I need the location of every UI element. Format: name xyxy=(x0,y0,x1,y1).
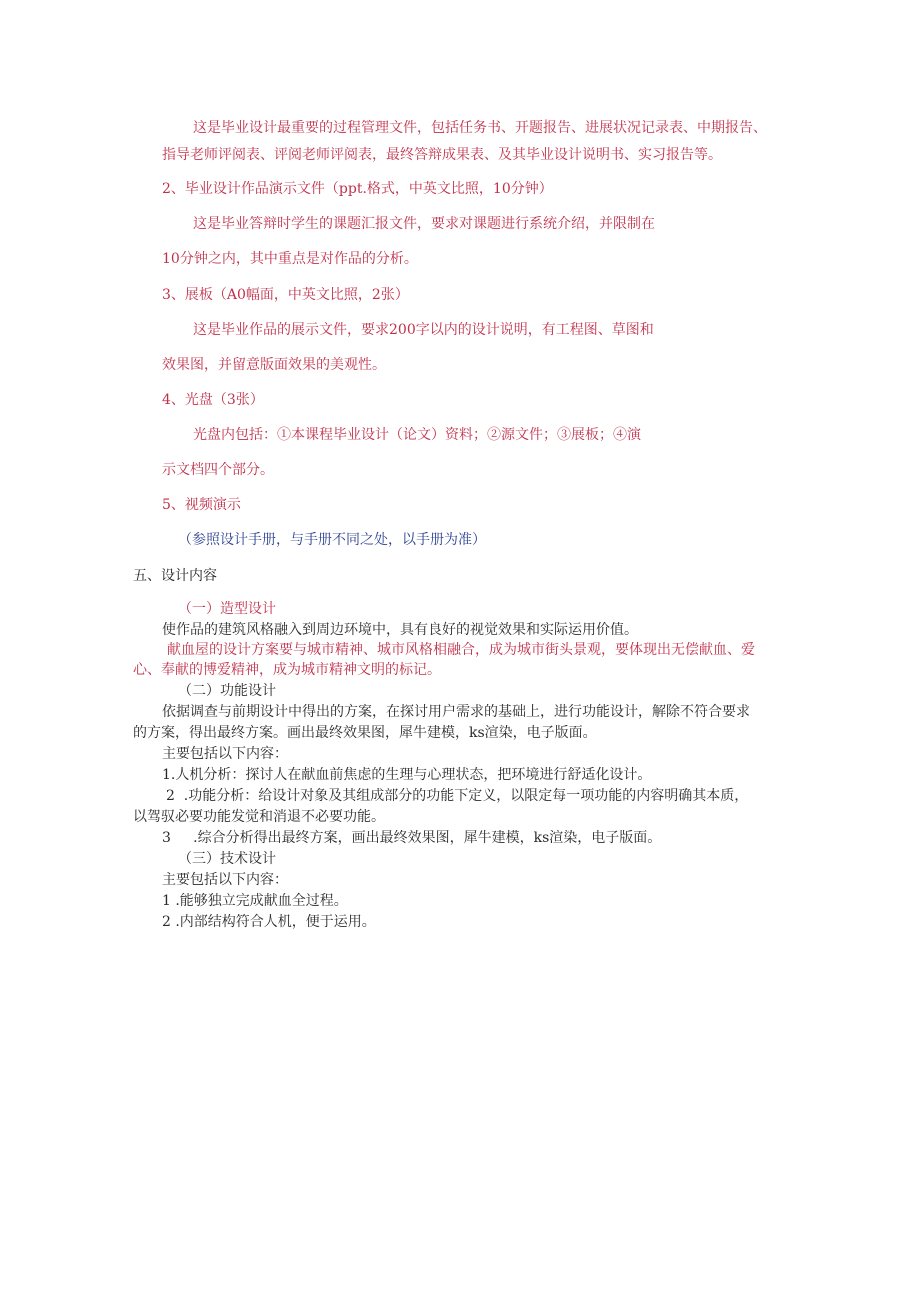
sub-3-title: （三）技术设计 xyxy=(178,851,276,867)
intro-line-2: 指导老师评阅表、评阅老师评阅表，最终答辩成果表、及其毕业设计说明书、实习报告等。 xyxy=(162,147,722,163)
item-3-desc-2: 效果图，并留意版面效果的美观性。 xyxy=(162,357,386,373)
sub-2-point-3: 3 .综合分析得出最终方案，画出最终效果图，犀牛建模，ks渲染，电子版面。 xyxy=(162,830,662,846)
item-3-title: 3、展板（A0幅面，中英文比照，2张） xyxy=(162,287,409,303)
item-4-desc-1: 光盘内包括：①本课程毕业设计（论文）资料；②源文件；③展板；④演 xyxy=(193,427,641,443)
item-5-title: 5、视频演示 xyxy=(162,497,241,513)
sub-3-line-1: 主要包括以下内容： xyxy=(162,872,288,888)
sub-3-point-2: 2 .内部结构符合人机，便于运用。 xyxy=(162,914,376,930)
sub-2-point-2a: 2 .功能分析：给设计对象及其组成部分的功能下定义，以限定每一项功能的内容明确其本质， xyxy=(166,788,749,804)
sub-2-title: （二）功能设计 xyxy=(178,683,276,699)
sub-2-line-1: 依据调查与前期设计中得出的方案，在探讨用户需求的基础上，进行功能设计，解除不符合要求 xyxy=(162,704,750,720)
sub-2-point-2b: 以驾驭必要功能发觉和消退不必要功能。 xyxy=(133,809,385,825)
sub-2-line-2: 的方案，得出最终方案。画出最终效果图，犀牛建模，ks渲染，电子版面。 xyxy=(133,725,597,741)
sub-2-line-3: 主要包括以下内容： xyxy=(162,746,288,762)
sub-2-point-1: 1.人机分析：探讨人在献血前焦虑的生理与心理状态，把环境进行舒适化设计。 xyxy=(162,767,652,783)
section-5-heading: 五、设计内容 xyxy=(133,568,217,584)
item-2-desc-1: 这是毕业答辩时学生的课题汇报文件，要求对课题进行系统介绍，并限制在 xyxy=(193,216,655,232)
item-2-desc-2: 10分钟之内，其中重点是对作品的分析。 xyxy=(162,251,418,267)
sub-1-line-3: 心、奉献的博爱精神，成为城市精神文明的标记。 xyxy=(133,662,441,678)
item-3-desc-1: 这是毕业作品的展示文件，要求200字以内的设计说明，有工程图、草图和 xyxy=(193,322,654,338)
item-4-title: 4、光盘（3张） xyxy=(162,392,264,408)
intro-line-1: 这是毕业设计最重要的过程管理文件，包括任务书、开题报告、进展状况记录表、中期报告、 xyxy=(193,120,767,136)
item-4-desc-2: 示文档四个部分。 xyxy=(162,462,274,478)
sub-1-title: （一）造型设计 xyxy=(178,601,276,617)
manual-note: （参照设计手册，与手册不同之处，以手册为准） xyxy=(178,532,486,548)
sub-1-line-1: 使作品的建筑风格融入到周边环境中，具有良好的视觉效果和实际运用价值。 xyxy=(162,622,638,638)
sub-1-line-2: 献血屋的设计方案要与城市精神、城市风格相融合，成为城市街头景观，要体现出无偿献血、爱 xyxy=(167,642,755,658)
item-2-title: 2、毕业设计作品演示文件（ppt.格式，中英文比照，10分钟） xyxy=(162,181,553,197)
sub-3-point-1: 1 .能够独立完成献血全过程。 xyxy=(162,893,348,909)
